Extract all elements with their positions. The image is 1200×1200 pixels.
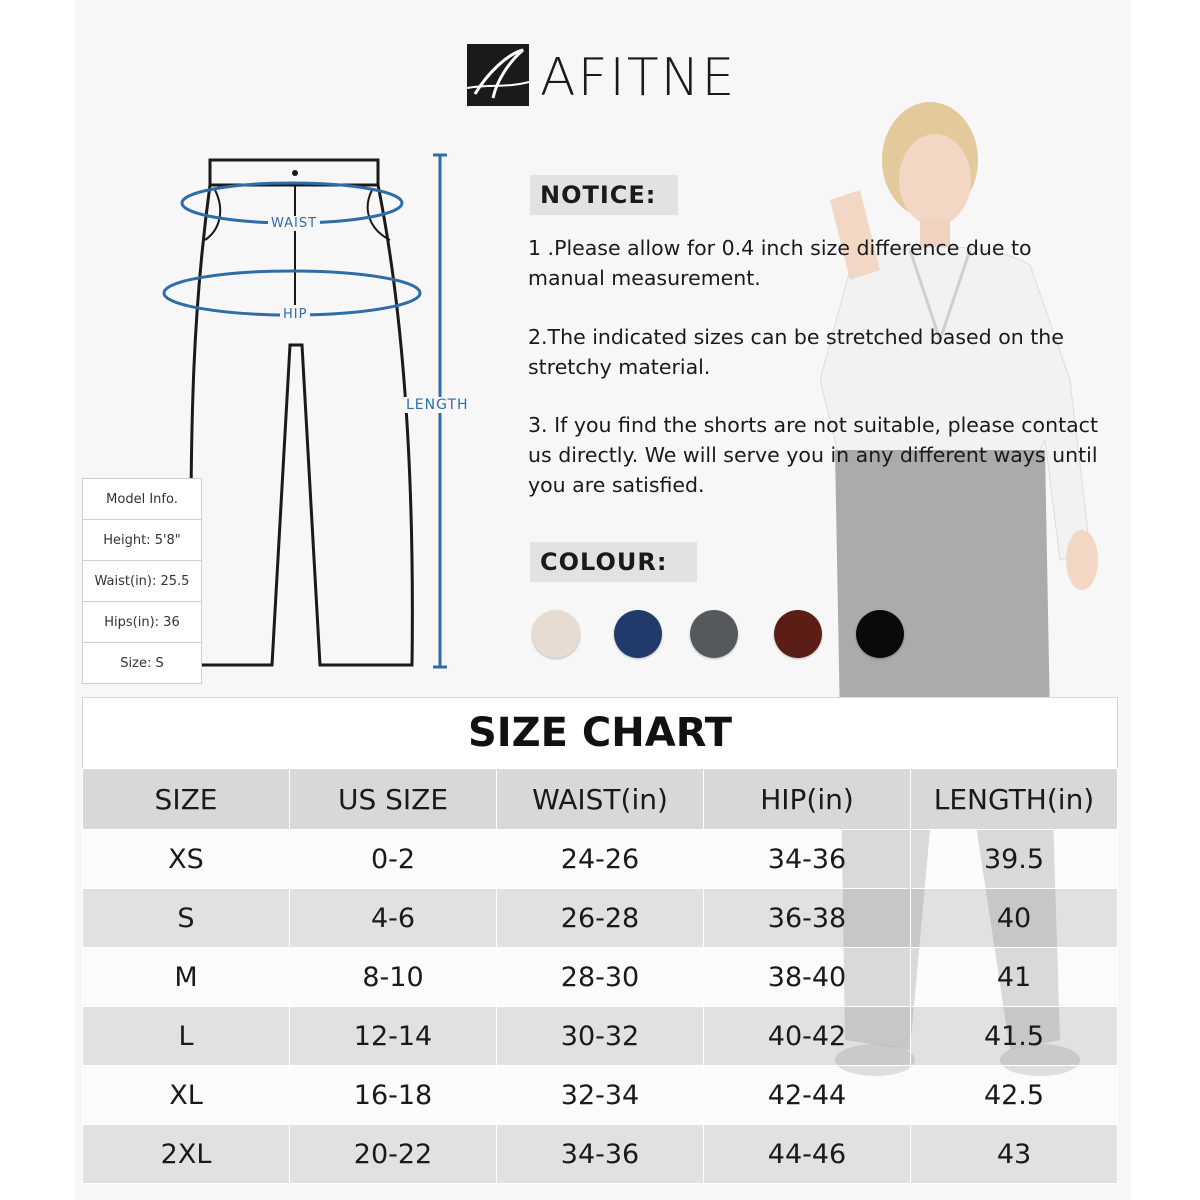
cell-length: 41 — [911, 948, 1118, 1007]
brand-logo-icon — [467, 44, 529, 106]
table-row — [83, 948, 1118, 1007]
cell-us-size: 20-22 — [290, 1125, 497, 1184]
notice-title: NOTICE: — [530, 175, 678, 215]
cell-waist: 32-34 — [497, 1066, 704, 1125]
notice-item-1: 1 .Please allow for 0.4 inch size difference due to manual measurement. — [528, 236, 1032, 290]
model-info-table — [82, 478, 202, 684]
table-row — [83, 1007, 1118, 1066]
cell-us-size: 8-10 — [290, 948, 497, 1007]
cell-hip: 36-38 — [704, 889, 911, 948]
cell-waist: 24-26 — [497, 830, 704, 889]
size-chart — [82, 697, 1118, 1184]
size-chart-header-row — [83, 769, 1118, 830]
header-hip: HIP(in) — [704, 769, 911, 830]
cell-size: XL — [83, 1066, 290, 1125]
notice-item-2: 2.The indicated sizes can be stretched based on the stretchy material. — [528, 325, 1064, 379]
colour-swatch-brown[interactable] — [774, 610, 822, 658]
colour-swatch-black[interactable] — [856, 610, 904, 658]
header-waist: WAIST(in) — [497, 769, 704, 830]
size-chart-table — [82, 768, 1118, 1184]
cell-size: M — [83, 948, 290, 1007]
cell-waist: 28-30 — [497, 948, 704, 1007]
length-label: LENGTH — [406, 397, 469, 413]
colour-swatch-navy[interactable] — [614, 610, 662, 658]
cell-hip: 40-42 — [704, 1007, 911, 1066]
header-length: LENGTH(in) — [911, 769, 1118, 830]
cell-length: 39.5 — [911, 830, 1118, 889]
model-info-row: Size: S — [120, 655, 164, 671]
waist-label: WAIST — [268, 216, 320, 231]
cell-size: 2XL — [83, 1125, 290, 1184]
cell-hip: 44-46 — [704, 1125, 911, 1184]
model-info-row: Waist(in): 25.5 — [83, 561, 201, 602]
table-row — [83, 830, 1118, 889]
cell-length: 40 — [911, 889, 1118, 948]
colour-title: COLOUR: — [530, 542, 697, 582]
cell-us-size: 16-18 — [290, 1066, 497, 1125]
cell-waist: 26-28 — [497, 889, 704, 948]
cell-us-size: 4-6 — [290, 889, 497, 948]
table-row — [83, 1066, 1118, 1125]
cell-hip: 38-40 — [704, 948, 911, 1007]
notice-item-3: 3. If you find the shorts are not suitable, please contact us directly. We will serve you in any different ways until you are satisfied. — [528, 413, 1098, 497]
cell-hip: 42-44 — [704, 1066, 911, 1125]
colour-swatch-grey[interactable] — [690, 610, 738, 658]
model-info-row: Height: 5'8" — [83, 520, 201, 561]
table-row — [83, 889, 1118, 948]
cell-us-size: 0-2 — [290, 830, 497, 889]
model-info-row: Hips(in): 36 — [83, 602, 201, 643]
hip-label: HIP — [280, 307, 310, 322]
cell-hip: 34-36 — [704, 830, 911, 889]
cell-size: XS — [83, 830, 290, 889]
cell-length: 43 — [911, 1125, 1118, 1184]
colour-swatch-beige[interactable] — [532, 610, 580, 658]
table-row — [83, 1125, 1118, 1184]
cell-size: S — [83, 889, 290, 948]
cell-waist: 34-36 — [497, 1125, 704, 1184]
brand-name: AFITNE — [540, 48, 737, 108]
cell-size: L — [83, 1007, 290, 1066]
model-info-row: Model Info. — [83, 479, 201, 520]
header-us-size: US SIZE — [290, 769, 497, 830]
cell-us-size: 12-14 — [290, 1007, 497, 1066]
cell-length: 41.5 — [911, 1007, 1118, 1066]
cell-waist: 30-32 — [497, 1007, 704, 1066]
size-chart-title: SIZE CHART — [82, 697, 1118, 768]
cell-length: 42.5 — [911, 1066, 1118, 1125]
header-size: SIZE — [83, 769, 290, 830]
